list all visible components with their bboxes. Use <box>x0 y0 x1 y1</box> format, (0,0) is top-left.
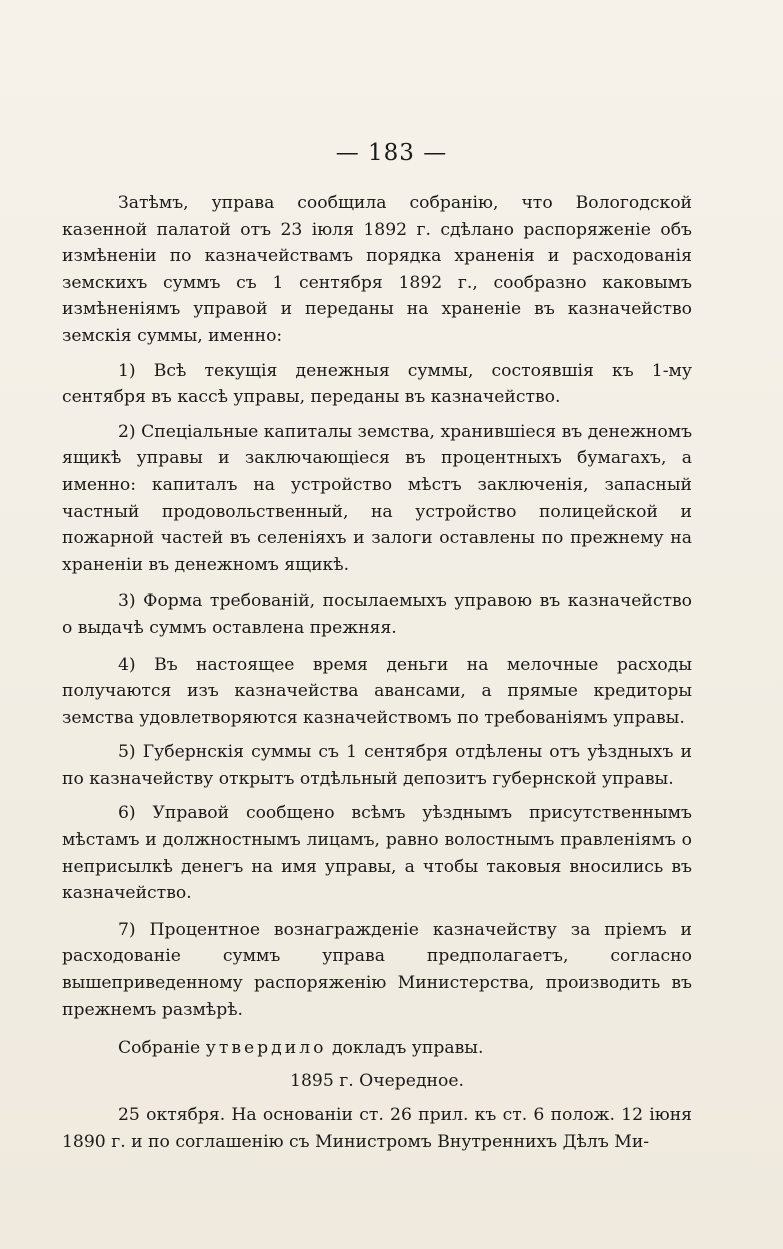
paragraph-closing: 25 октября. На основаніи ст. 26 прил. къ ст. 6 полож. 12 іюня 1890 г. и по соглашенію съ Министромъ Внутреннихъ Дѣлъ Ми- <box>62 1105 692 1152</box>
list-item-6: 6) Управой сообщено всѣмъ уѣзднымъ присутственнымъ мѣстамъ и должностнымъ лицамъ, равно волостнымъ правленіямъ о неприсылкѣ денегъ на имя управы, а чтобы таковыя вносились въ казначейство. <box>62 803 692 904</box>
list-item-4: 4) Въ настоящее время деньги на мелочные расходы получаются изъ казначейства авансами, а прямые кредиторы земства удовлетворяются казначействомъ по требованіямъ управы. <box>62 654 692 728</box>
list-item-3: 3) Форма требованій, посылаемыхъ управою въ казначейство о выдачѣ суммъ оставлена прежняя. <box>62 591 692 638</box>
list-item-2: 2) Спеціальные капиталы земства, хранившіеся въ денежномъ ящикѣ управы и заключающіеся въ процентныхъ бумагахъ, а именно: капиталъ на устройство мѣстъ заключенія, запасный частный продовольственный, на устройство полицейской и пожарной частей въ селеніяхъ и залоги оставлены по прежнему на храненіи въ денежномъ ящикѣ. <box>62 421 692 575</box>
paragraph-intro: Затѣмъ, управа сообщила собранію, что Вологодской казенной палатой отъ 23 іюля 1892 г. сдѣлано распоряженіе объ измѣненіи по казначействамъ порядка храненія и расходованія земскихъ суммъ съ 1 сентября 1892 г., сообразно каковымъ измѣненіямъ управой и переданы на храненіе въ казначейство земскія суммы, именно: <box>62 193 692 346</box>
list-item-5: 5) Губернскія суммы съ 1 сентября отдѣлены отъ уѣздныхъ и по казначейству открытъ отдѣльный депозитъ губернской управы. <box>62 742 692 789</box>
session-heading: 1895 г. Очередное. <box>290 1070 464 1091</box>
resolution-verb: утвердило <box>205 1038 327 1059</box>
resolution-line <box>62 1035 692 1062</box>
resolution-suffix: докладъ управы. <box>331 1038 484 1059</box>
list-item-7: 7) Процентное вознагражденіе казначейству за пріемъ и расходованіе суммъ управа предполагаетъ, согласно вышеприведенному распоряженію Министерства, производить въ прежнемъ размѣрѣ. <box>62 919 692 1020</box>
page-number: — 183 — <box>335 140 448 166</box>
body-text <box>62 190 692 1156</box>
list-item-1: 1) Всѣ текущія денежныя суммы, состоявшія къ 1-му сентября въ кассѣ управы, переданы въ казначейство. <box>62 360 692 408</box>
resolution-prefix: Собраніе <box>118 1038 201 1059</box>
